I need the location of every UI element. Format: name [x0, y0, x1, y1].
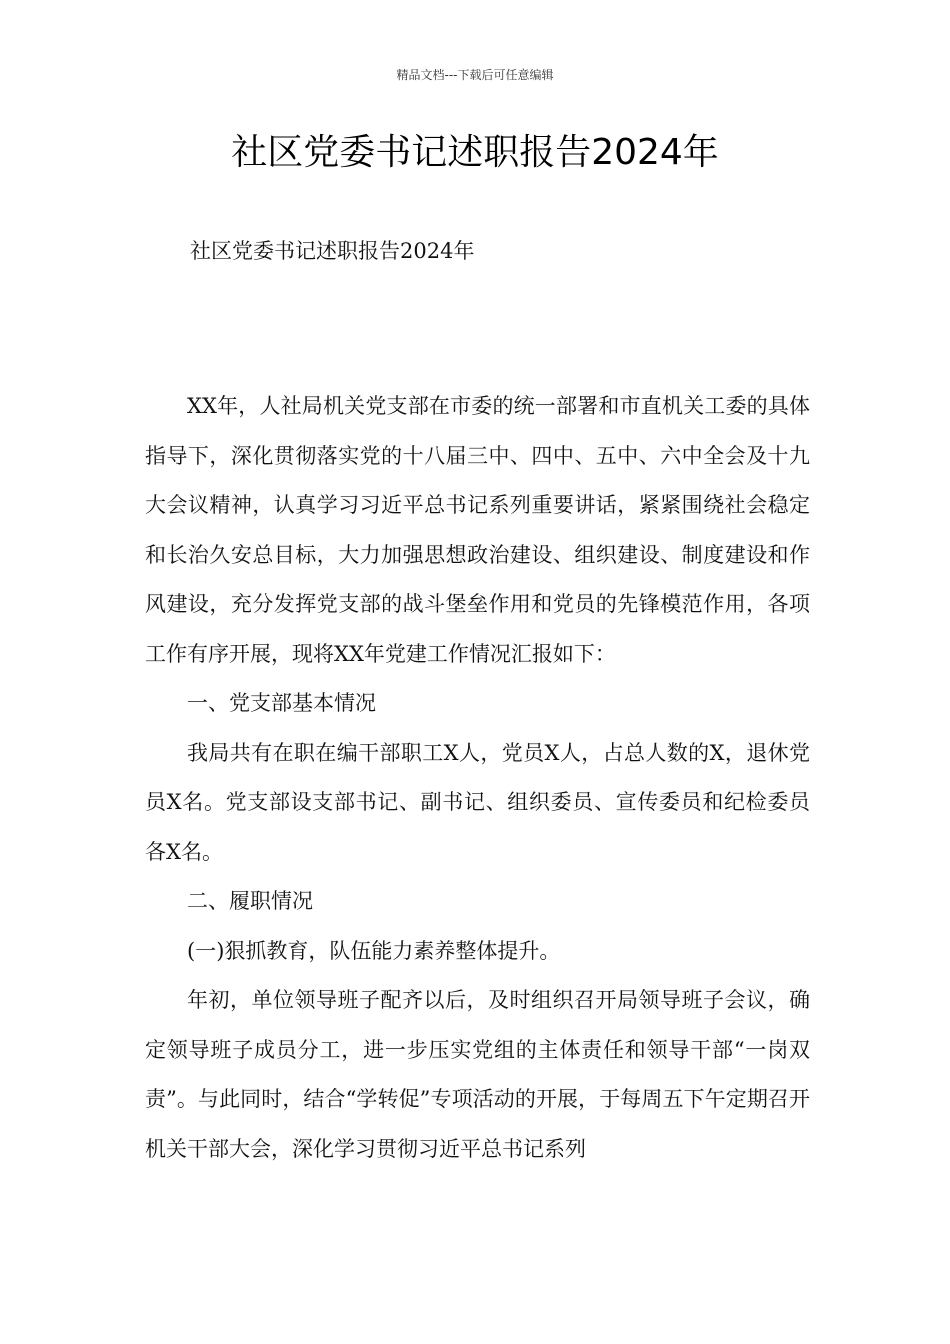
section-heading-basic-info: 一、党支部基本情况	[187, 691, 376, 715]
document-body	[145, 382, 810, 1174]
document-subtitle: 社区党委书记述职报告2024年	[190, 239, 475, 263]
section-heading-duties: 二、履职情况	[187, 889, 313, 913]
document-title: 社区党委书记述职报告2024年	[231, 132, 719, 173]
paragraph-basic-info: 我局共有在职在编干部职工X人，党员X人，占总人数的X，退休党员X名。党支部设支部书记、副书记、组织委员、宣传委员和纪检委员各X名。	[145, 740, 810, 864]
subsection-heading-education: (一)狠抓教育，队伍能力素养整体提升。	[187, 938, 561, 963]
paragraph-education: 年初，单位领导班子配齐以后，及时组织召开局领导班子会议，确定领导班子成员分工，进一步压实党组的主体责任和领导干部“一岗双责”。与此同时，结合“学转促”专项活动的开展，于每周五下午定期召开机关干部大会，深化学习贯彻习近平总书记系列	[145, 988, 810, 1161]
header-note: 精品文档---下载后可任意编辑	[396, 68, 554, 82]
paragraph-intro: XX年，人社局机关党支部在市委的统一部署和市直机关工委的具体指导下，深化贯彻落实党的十八届三中、四中、五中、六中全会及十九大会议精神，认真学习习近平总书记系列重要讲话，紧紧围绕社会稳定和长治久安总目标，大力加强思想政治建设、组织建设、制度建设和作风建设，充分发挥党支部的战斗堡垒作用和党员的先锋模范作用，各项工作有序开展，现将XX年党建工作情况汇报如下：	[145, 394, 810, 666]
